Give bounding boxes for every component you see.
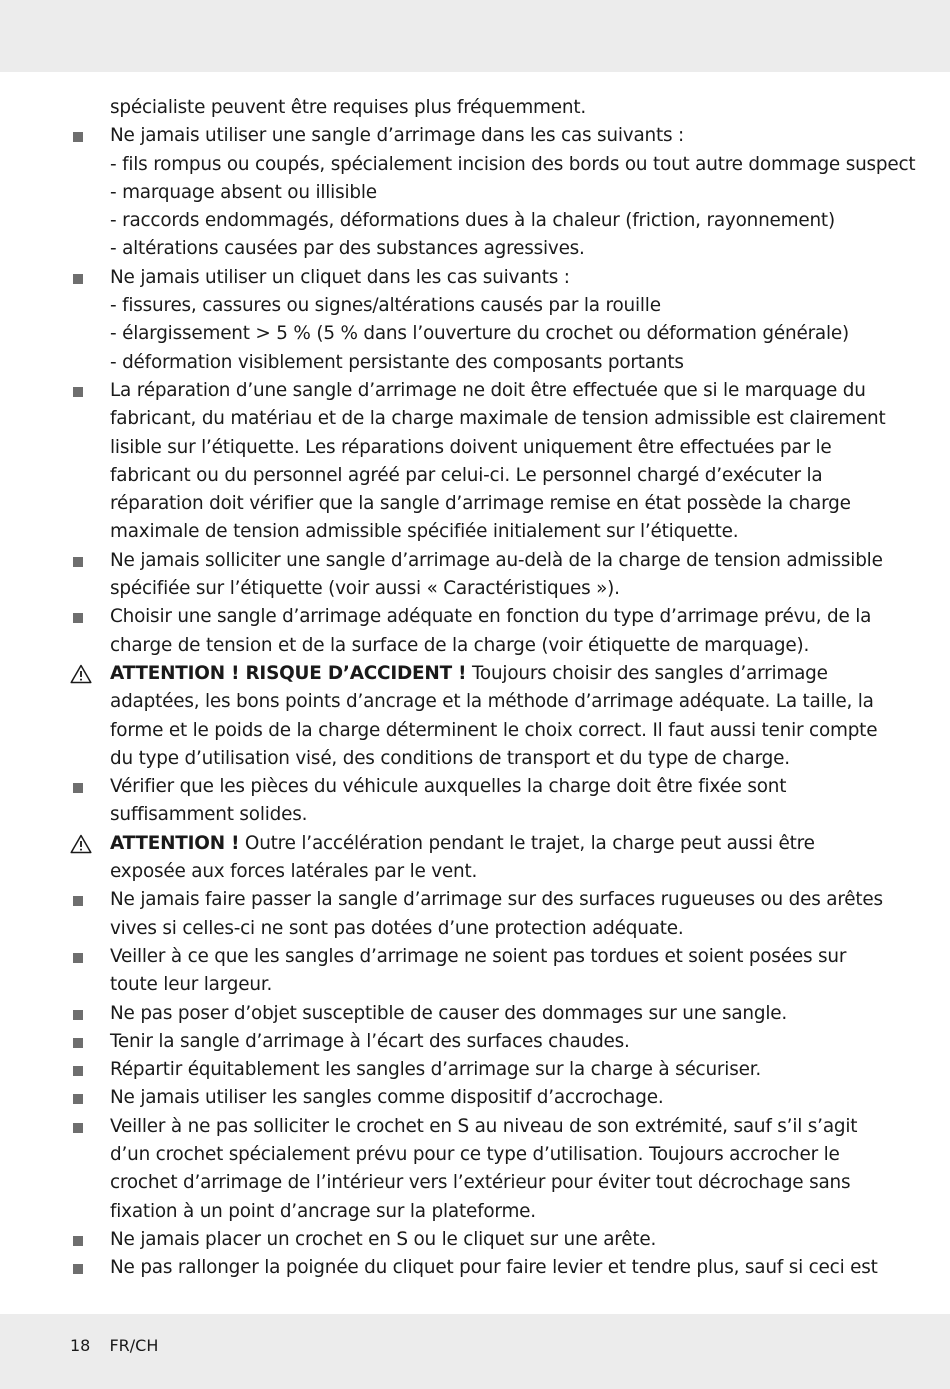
- square-bullet-icon: [73, 1094, 83, 1104]
- sub-item: - fils rompus ou coupés, spécialement incision des bords ou tout autre dommage suspect: [110, 153, 916, 175]
- list-item: [0, 1113, 890, 1226]
- page-content: [0, 94, 950, 1282]
- list-item-text: Ne pas rallonger la poignée du cliquet pour faire levier et tendre plus, sauf si ceci est: [110, 1257, 878, 1279]
- square-bullet-icon: [73, 132, 83, 142]
- list-item: [0, 1056, 890, 1084]
- list-item: [0, 1254, 890, 1282]
- locale-label: FR/CH: [109, 1336, 159, 1355]
- sub-item: - raccords endommagés, déformations dues à la chaleur (friction, rayonnement): [110, 210, 835, 232]
- sub-item: - altérations causées par des substances agressives.: [110, 238, 585, 260]
- warning-item: [0, 660, 890, 773]
- warning-triangle-icon: [70, 664, 92, 684]
- list-item: [0, 773, 890, 830]
- list-item-text: Ne jamais utiliser une sangle d’arrimage dans les cas suivants :: [110, 125, 685, 147]
- square-bullet-icon: [73, 953, 83, 963]
- list-item: [0, 1084, 890, 1112]
- square-bullet-icon: [73, 1264, 83, 1274]
- warning-item: [0, 830, 890, 887]
- square-bullet-icon: [73, 274, 83, 284]
- list-item: [0, 886, 890, 943]
- square-bullet-icon: [73, 1066, 83, 1076]
- list-item-text: Ne jamais solliciter une sangle d’arrimage au-delà de la charge de tension admissible spécifiée sur l’étiquette (voir aussi « Caractéristiques »).: [110, 549, 883, 600]
- list-item-text: Répartir équitablement les sangles d’arrimage sur la charge à sécuriser.: [110, 1059, 762, 1081]
- square-bullet-icon: [73, 1038, 83, 1048]
- page-number: 18: [70, 1336, 91, 1355]
- list-item: [0, 1028, 890, 1056]
- top-band: [0, 0, 950, 72]
- warning-body: Outre l’accélération pendant le trajet, la charge peut aussi être exposée aux forces latérales par le vent.: [110, 832, 815, 883]
- list-item: [0, 943, 890, 1000]
- list-item-text: Ne jamais utiliser un cliquet dans les cas suivants :: [110, 266, 570, 288]
- warning-triangle-icon: [70, 834, 92, 854]
- list-item-text: Vérifier que les pièces du véhicule auxquelles la charge doit être fixée sont suffisamment solides.: [110, 776, 787, 826]
- list-item-text: Ne jamais utiliser les sangles comme dispositif d’accrochage.: [110, 1087, 664, 1109]
- sub-item: - élargissement > 5 % (5 % dans l’ouverture du crochet ou déformation générale): [110, 323, 849, 345]
- list-item-text: La réparation d’une sangle d’arrimage ne doit être effectuée que si le marquage du fabricant, du matériau et de la charge maximale de tension admissible est clairement lisible sur l’étiquette. Les réparations doivent uniquement être effectuées par le fabricant ou du personnel agréé par celui-ci. Le personnel chargé d’exécuter la réparation doit vérifier que la sangle d’arrimage remise en état possède la charge maximale de tension admissible spécifiée initialement sur l’étiquette.: [110, 379, 886, 543]
- list-item: [0, 377, 890, 547]
- list-item-text: Ne jamais placer un crochet en S ou le cliquet sur une arête.: [110, 1228, 657, 1250]
- warning-text: [110, 830, 890, 887]
- sub-item: - fissures, cassures ou signes/altérations causés par la rouille: [110, 295, 661, 317]
- warning-title: ATTENTION !: [110, 832, 240, 854]
- list-item: [0, 1000, 890, 1028]
- warning-body: Toujours choisir des sangles d’arrimage adaptées, les bons points d’ancrage et la méthode d’arrimage adéquate. La taille, la forme et le poids de la charge déterminent le choix correct. Il faut aussi tenir compte du type d’utilisation visé, des conditions de transport et du type de charge.: [110, 662, 878, 769]
- square-bullet-icon: [73, 1236, 83, 1246]
- warning-title: ATTENTION ! RISQUE D’ACCIDENT !: [110, 662, 467, 684]
- list-item-text: Veiller à ce que les sangles d’arrimage ne soient pas tordues et soient posées sur toute leur largeur.: [110, 945, 847, 996]
- footer: [70, 1336, 172, 1355]
- square-bullet-icon: [73, 783, 83, 793]
- list-item-text: Ne jamais faire passer la sangle d’arrimage sur des surfaces rugueuses ou des arêtes vives si celles-ci ne sont pas dotées d’une protection adéquate.: [110, 889, 883, 939]
- list-item: [0, 264, 890, 377]
- square-bullet-icon: [73, 896, 83, 906]
- list-item-text: Choisir une sangle d’arrimage adéquate en fonction du type d’arrimage prévu, de la charge de tension et de la surface de la charge (voir étiquette de marquage).: [110, 606, 872, 656]
- square-bullet-icon: [73, 1010, 83, 1020]
- list-item-text: Tenir la sangle d’arrimage à l’écart des surfaces chaudes.: [110, 1030, 630, 1052]
- warning-text: [110, 660, 890, 773]
- square-bullet-icon: [73, 387, 83, 397]
- list-item: [0, 547, 890, 604]
- sub-item: - déformation visiblement persistante des composants portants: [110, 351, 684, 373]
- list-item: [0, 603, 890, 660]
- sub-item: - marquage absent ou illisible: [110, 181, 377, 203]
- square-bullet-icon: [73, 613, 83, 623]
- list-item-text: Veiller à ne pas solliciter le crochet en S au niveau de son extrémité, sauf s’il s’agit d’un crochet spécialement prévu pour ce type d’utilisation. Toujours accrocher le crochet d’arrimage de l’intérieur vers l’extérieur pour éviter tout décrochage sans fixation à un point d’ancrage sur la plateforme.: [110, 1115, 858, 1222]
- list-item-text: Ne pas poser d’objet susceptible de causer des dommages sur une sangle.: [110, 1002, 788, 1024]
- square-bullet-icon: [73, 1123, 83, 1133]
- continuation-text: spécialiste peuvent être requises plus fréquemment.: [110, 97, 586, 118]
- list-item: [0, 1226, 890, 1254]
- list-item: [0, 122, 916, 263]
- square-bullet-icon: [73, 557, 83, 567]
